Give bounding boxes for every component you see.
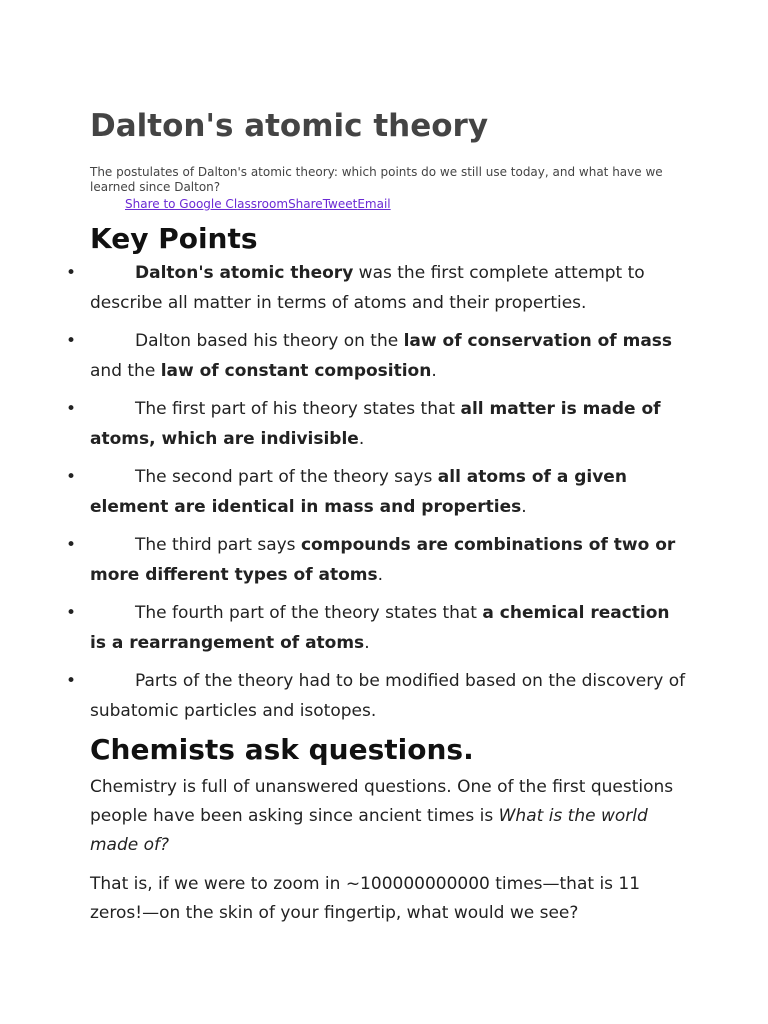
item-text: was the first complete attempt to describe all matter in terms of atoms and their properties. [90,263,645,313]
item-text: Parts of the theory had to be modified based on the discovery of subatomic particles and isotopes. [90,671,686,721]
item-bold-text: law of constant composition [160,361,432,381]
item-bold-text: Dalton's atomic theory [135,263,354,283]
chemists-paragraph-2: That is, if we were to zoom in ~100000000000 times—that is 11 zeros!—on the skin of your fingertip, what would we see? [90,874,641,923]
share-link[interactable]: Share [288,197,323,211]
item-text: The second part of the theory says [135,467,438,487]
share-google-classroom-link[interactable]: Share to Google Classroom [125,197,289,211]
bullet-icon: • [66,331,77,351]
key-points-list [66,258,690,734]
item-text: . [364,633,370,653]
tweet-link[interactable]: Tweet [322,197,358,211]
chemists-heading: Chemists ask questions. [90,733,474,766]
paragraph-text: Chemistry is full of unanswered questions. One of the first questions people have been asking since ancient times is [90,777,674,826]
list-item [66,258,690,318]
bullet-icon: • [66,603,77,623]
page-title: Dalton's atomic theory [90,108,489,144]
item-text: The third part says [135,535,301,555]
share-links [125,197,391,212]
list-item [66,394,690,454]
list-item [66,326,690,386]
item-text: and the [90,361,161,381]
paragraph-emphasis: What is the world made of? [90,806,648,855]
item-text: . [358,429,365,449]
item-bold-text: all atoms of a given element are identical in mass and properties [90,467,627,517]
bullet-icon: • [66,263,77,283]
item-text: . [377,565,384,585]
bullet-icon: • [66,399,77,419]
item-bold-text: compounds are combinations of two or more different types of atoms [90,535,676,585]
item-bold-text: all matter is made of atoms, which are indivisible [90,399,661,449]
bullet-icon: • [66,535,77,555]
item-bold-text: a chemical reaction is a rearrangement of atoms [90,603,670,653]
item-text: . [521,497,527,517]
item-text: Dalton based his theory on the [135,331,404,351]
item-text: The first part of his theory states that [135,399,461,419]
bullet-icon: • [66,671,77,691]
item-text: The fourth part of the theory states that [135,603,483,623]
key-points-heading: Key Points [90,222,258,255]
list-item [66,530,690,590]
item-text: . [431,361,437,381]
article-subtitle: The postulates of Dalton's atomic theory: which points do we still use today, and what have we learned since Dalton? [90,165,663,194]
chemists-paragraph-1 [90,773,680,860]
list-item [66,462,690,522]
bullet-icon: • [66,467,77,487]
item-bold-text: law of conservation of mass [403,331,673,351]
list-item [66,598,690,658]
email-link[interactable]: Email [357,197,391,211]
list-item [66,666,690,726]
